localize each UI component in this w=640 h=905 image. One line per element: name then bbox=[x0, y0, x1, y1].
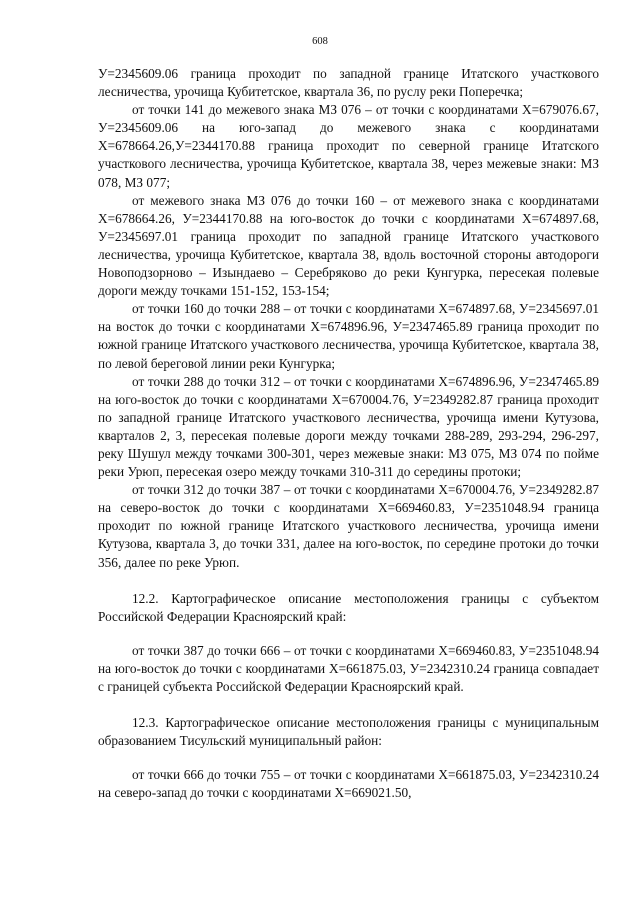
section-12-2-text: от точки 387 до точки 666 – от точки с координатами Х=669460.83, У=2351048.94 на юго-восток до точки с координатами Х=661875.03, У=2342310.24 граница совпадает с границей субъекта Российской Федерации Красноярский край. bbox=[98, 642, 599, 694]
paragraph-point-288: от точки 288 до точки 312 – от точки с координатами Х=674896.96, У=2347465.89 на юго-восток до точки с координатами Х=670004.76, У=2349282.87 граница проходит по западной границе Итатского участкового лесничества, урочища имени Кутузова, кварталов 2, 3, пересекая полевые дороги между точками 288-289, 293-294, 296-297, реку Шушул между точками 300-301, через межевые знаки: МЗ 075, МЗ 074 по пойме реки Урюп, пересекая озеро между точками 310-311 до середины протоки; bbox=[98, 373, 599, 480]
document-body bbox=[98, 65, 599, 802]
section-12-2-heading: 12.2. Картографическое описание местоположения границы с субъектом Российской Федерации Красноярский край: bbox=[98, 590, 599, 624]
paragraph-continuation: У=2345609.06 граница проходит по западной границе Итатского участкового лесничества, урочища Кубитетское, квартала 36, по руслу реки Поперечка; bbox=[98, 66, 599, 100]
paragraph-point-141: от точки 141 до межевого знака МЗ 076 – от точки с координатами Х=679076.67, У=2345609.06 на юго-запад до межевого знака с координатами Х=678664.26,У=2344170.88 граница проходит по северной границе Итатского участкового лесничества, урочища Кубитетское, квартала 38, через межевые знаки: МЗ 078, МЗ 077; bbox=[98, 102, 599, 190]
section-12-3-text: от точки 666 до точки 755 – от точки с координатами Х=661875.03, У=2342310.24 на северо-запад до точки с координатами Х=669021.50, bbox=[98, 767, 599, 801]
page-number: 608 bbox=[312, 36, 328, 47]
paragraph-point-160: от точки 160 до точки 288 – от точки с координатами Х=674897.68, У=2345697.01 на восток до точки с координатами Х=674896.96, У=2347465.89 граница проходит по южной границе Итатского участкового лесничества, урочища Кубитетское, квартала 38, по левой береговой линии реки Кунгурка; bbox=[98, 301, 599, 371]
paragraph-mz-076: от межевого знака МЗ 076 до точки 160 – от межевого знака с координатами Х=678664.26, У=2344170.88 на юго-восток до точки с координатами Х=674897.68, У=2345697.01 граница проходит по западной границе Итатского участкового лесничества, урочища Кубитетское, квартала 38, вдоль восточной стороны автодороги Новоподзорново – Изындаево – Серебряково до реки Кунгурка, пересекая полевые дороги между точками 151-152, 153-154; bbox=[98, 192, 599, 299]
section-12-3-heading: 12.3. Картографическое описание местоположения границы с муниципальным образованием Тисульский муниципальный район: bbox=[98, 715, 599, 749]
paragraph-point-312: от точки 312 до точки 387 – от точки с координатами Х=670004.76, У=2349282.87 на северо-восток до точки с координатами Х=669460.83, У=2351048.94 граница проходит по южной границе Итатского участкового лесничества, урочища имени Кутузова, квартала 3, до точки 331, далее на юго-восток, по середине протоки до точки 356, далее по реке Урюп. bbox=[98, 482, 599, 570]
